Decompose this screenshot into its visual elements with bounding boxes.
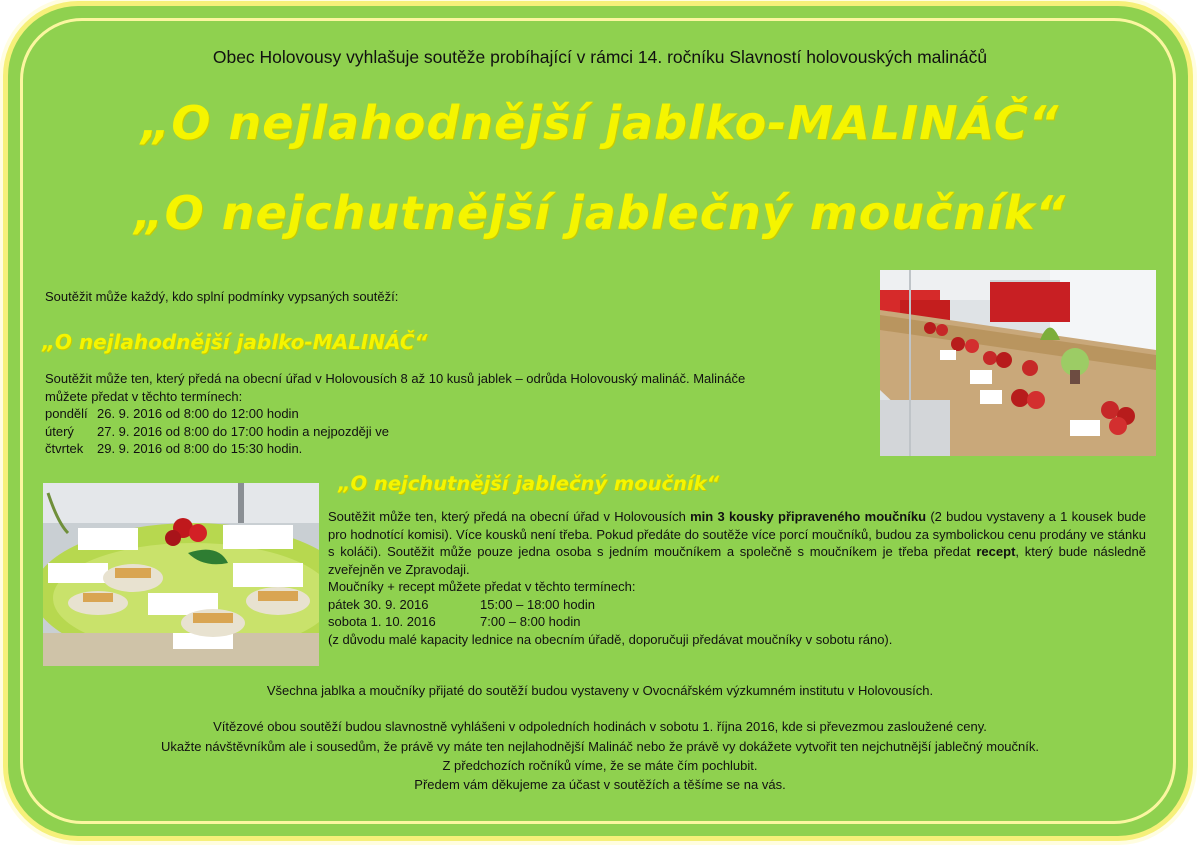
section-cake-body (328, 508, 1146, 648)
footer-line: Všechna jablka a moučníky přijaté do soutěží budou vystaveny v Ovocnářském výzkumném institutu v Holovousích. (266, 683, 934, 698)
footer-line: Vítězové obou soutěží budou slavnostně vyhlášeni v odpoledních hodinách v sobotu 1. října 2016, kde si převezmou zasloužené ceny. (213, 719, 987, 734)
apple-line-1: Soutěžit může ten, který předá na obecní úřad v Holovousích 8 až 10 kusů jablek – odrůda Holovouský malináč. Malináče (45, 371, 746, 386)
apple-date-row: úterý 27. 9. 2016 od 8:00 do 17:00 hodin a nejpozději ve (45, 423, 390, 439)
cake-paragraph: Soutěžit může ten, který předá na obecní úřad v Holovousích min 3 kousky připraveného moučníku (2 budou vystaveny a 1 kousek bude pro hodnotící komisi). Více kousků není třeba. Pokud předáte do soutěže více porcí moučníků, budou za symbolickou cenu prodány ve stánku s koláči). Soutěžit může pouze jedna osoba s jedním moučníkem a společně s moučníkem je třeba předat recept, který bude následně zveřejněn ve Zpravodaji. (328, 509, 1146, 577)
cake-note: (z důvodu malé kapacity lednice na obecním úřadě, doporučuji předávat moučníky v sobotu ráno). (328, 631, 893, 647)
cake-terms-line: Moučníky + recept můžete předat v těchto termínech: (328, 579, 636, 594)
footer-line: Z předchozích ročníků víme, že se máte čím pochlubit. (442, 758, 758, 773)
cake-date-row: sobota 1. 10. 2016 7:00 – 8:00 hodin (328, 614, 581, 629)
title-cake-contest: „O nejchutnější jablečný moučník“ (133, 186, 1067, 240)
intro-text: Soutěžit může každý, kdo splní podmínky vypsaných soutěží: (45, 289, 399, 304)
poster-header: Obec Holovousy vyhlašuje soutěže probíhající v rámci 14. ročníku Slavností holovouských malináčů (212, 47, 988, 67)
footer-line: Ukažte návštěvníkům ale i sousedům, že právě vy máte ten nejlahodnější Malináč nebo že právě vy dokážete vytvořit ten nejchutnější jablečný moučník. (161, 739, 1039, 754)
apple-date-row: čtvrtek 29. 9. 2016 od 8:00 do 15:30 hodin. (45, 441, 303, 456)
apple-line-2: můžete předat v těchto termínech: (45, 388, 243, 404)
title-apple-contest: „O nejlahodnější jablko-MALINÁČ“ (140, 96, 1060, 150)
apple-date-row: pondělí 26. 9. 2016 od 8:00 do 12:00 hodin (45, 406, 299, 421)
section-apple-title: „O nejlahodnější jablko-MALINÁČ“ (42, 330, 428, 354)
section-apple-body (45, 370, 865, 458)
section-cake-title: „O nejchutnější jablečný moučník“ (338, 472, 720, 495)
cake-exhibition-photo (43, 483, 319, 666)
cake-date-row: pátek 30. 9. 2016 15:00 – 18:00 hodin (328, 596, 595, 612)
apple-exhibition-photo (880, 270, 1156, 456)
footer-line: Předem vám děkujeme za účast v soutěžích a těšíme se na vás. (414, 777, 786, 792)
